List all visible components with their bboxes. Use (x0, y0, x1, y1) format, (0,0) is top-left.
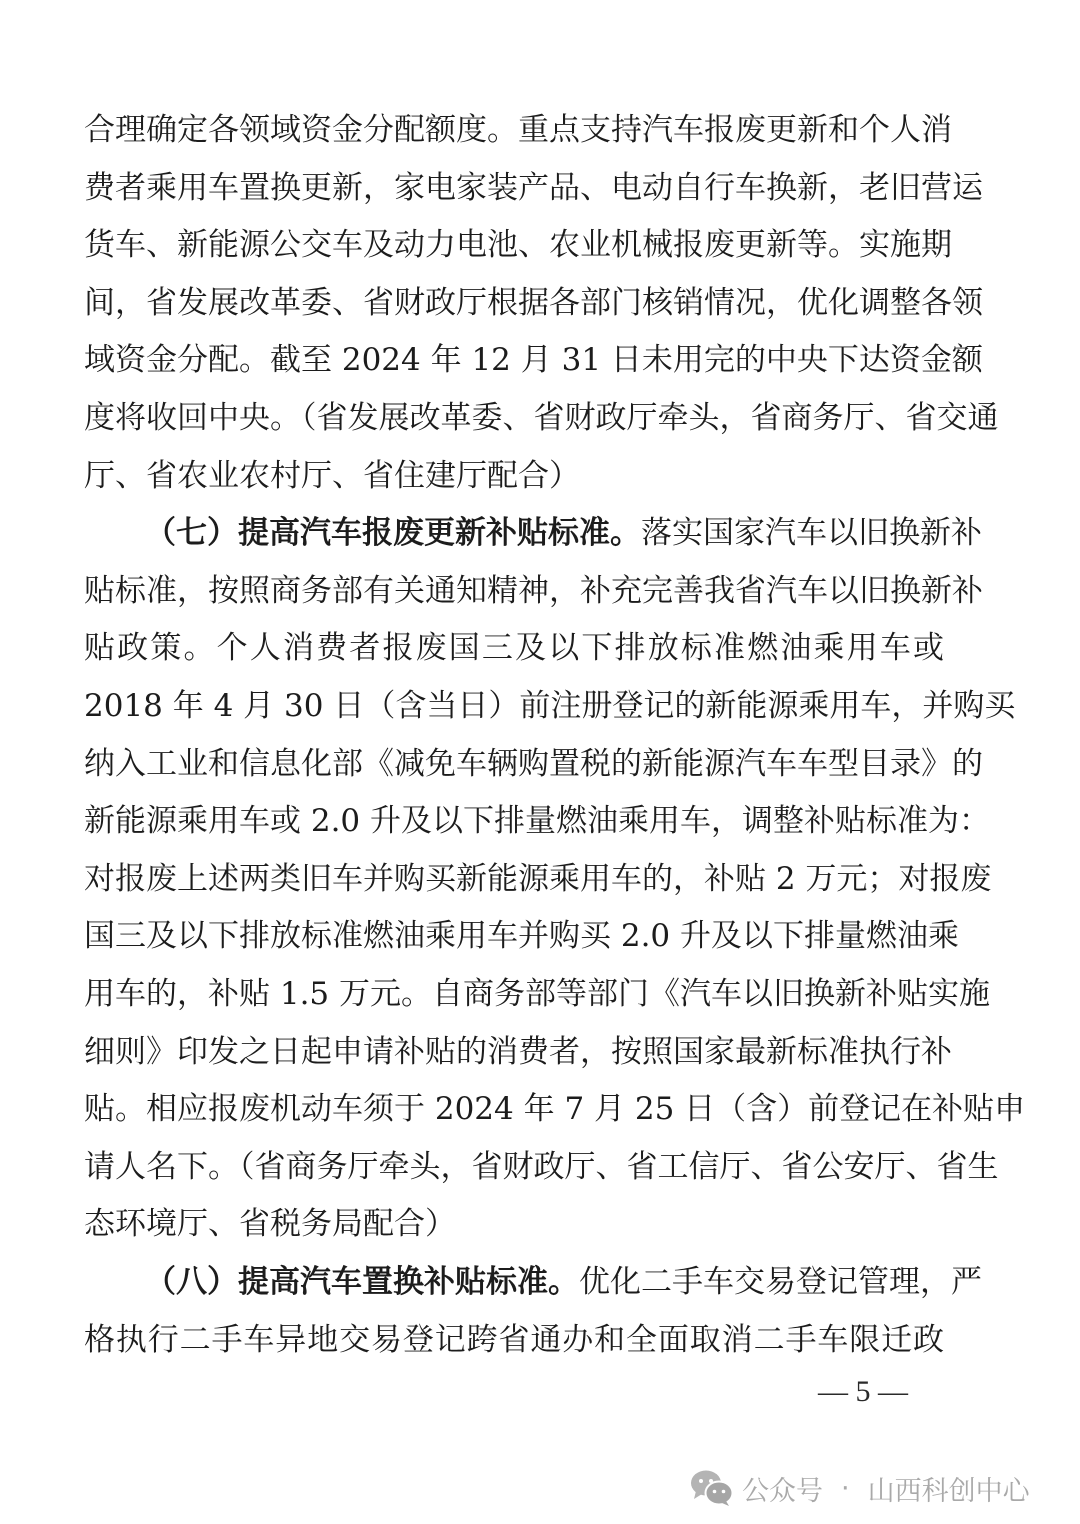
watermark-account-name: 山西科创中心 (867, 1475, 1030, 1507)
text-line (84, 857, 992, 901)
line-text: 厅、省农业农村厅、省住建厅配合） (84, 457, 580, 494)
text-line (84, 799, 991, 843)
line-text: 落实国家汽车以旧换新补 (641, 515, 982, 552)
text-line (84, 108, 952, 152)
text-line (84, 1087, 1026, 1131)
line-text: 用车的，补贴 1.5 万元。自商务部等部门《汽车以旧换新补贴实施 (84, 976, 991, 1012)
line-text: 国三及以下排放标准燃油乘用车并购买 2.0 升及以下排量燃油乘 (84, 918, 960, 955)
line-text: 度将收回中央。（省发展改革委、省财政厅牵头，省商务厅、省交通 (84, 400, 999, 436)
section-heading-line (145, 1260, 982, 1304)
text-line (84, 166, 983, 210)
text-line (84, 338, 983, 382)
line-text: 纳入工业和信息化部《减免车辆购置税的新能源汽车车型目录》的 (84, 745, 983, 782)
line-text: 2018 年 4 月 30 日（含当日）前注册登记的新能源乘用车，并购买 (84, 688, 1016, 724)
text-line (84, 569, 983, 613)
line-text: 合理确定各领域资金分配额度。重点支持汽车报废更新和个人消 (84, 112, 952, 148)
line-text: 货车、新能源公交车及动力电池、农业机械报废更新等。实施期 (84, 227, 952, 264)
line-text: 请人名下。（省商务厅牵头，省财政厅、省工信厅、省公安厅、省生 (84, 1148, 999, 1185)
line-text: 贴标准，按照商务部有关通知精神，补充完善我省汽车以旧换新补 (84, 572, 983, 609)
section-heading-line (145, 511, 982, 555)
text-line (84, 972, 991, 1016)
text-line (84, 742, 983, 786)
text-line (84, 1030, 952, 1074)
text-line (84, 396, 999, 440)
line-text: 格执行二手车异地交易登记跨省通办和全面取消二手车限迁政 (84, 1321, 944, 1358)
page-number: — 5 — (818, 1375, 908, 1408)
section-heading: （七）提高汽车报废更新补贴标准。 (145, 515, 641, 552)
line-text: 细则》印发之日起申请补贴的消费者，按照国家最新标准执行补 (84, 1033, 952, 1070)
line-text: 态环境厅、省税务局配合） (84, 1206, 456, 1243)
watermark-separator: · (841, 1472, 850, 1504)
text-line (84, 454, 944, 498)
line-text: 域资金分配。截至 2024 年 12 月 31 日未用完的中央下达资金额 (84, 342, 983, 379)
text-line (84, 684, 1016, 728)
line-text: 对报废上述两类旧车并购买新能源乘用车的，补贴 2 万元；对报废 (84, 860, 992, 897)
text-line (84, 914, 960, 958)
line-text: 新能源乘用车或 2.0 升及以下排量燃油乘用车，调整补贴标准为： (84, 803, 991, 840)
line-text: 间，省发展改革委、省财政厅根据各部门核销情况，优化调整各领 (84, 284, 983, 321)
line-text: 优化二手车交易登记管理，严 (579, 1264, 982, 1300)
watermark-prefix: 公众号 (742, 1475, 823, 1507)
line-text: 贴。相应报废机动车须于 2024 年 7 月 25 日（含）前登记在补贴申 (84, 1091, 1026, 1128)
text-line (84, 626, 944, 670)
line-text: 贴政策。个人消费者报废国三及以下排放标准燃油乘用车或 (84, 630, 944, 667)
text-line (84, 1318, 944, 1362)
text-line (84, 223, 952, 267)
wechat-icon (690, 1469, 734, 1507)
text-line (84, 1145, 999, 1189)
wechat-account-watermark (690, 1468, 1030, 1508)
text-line (84, 1202, 944, 1246)
text-line (84, 281, 983, 325)
section-heading: （八）提高汽车置换补贴标准。 (145, 1264, 579, 1300)
line-text: 费者乘用车置换更新，家电家装产品、电动自行车换新，老旧营运 (84, 169, 983, 206)
